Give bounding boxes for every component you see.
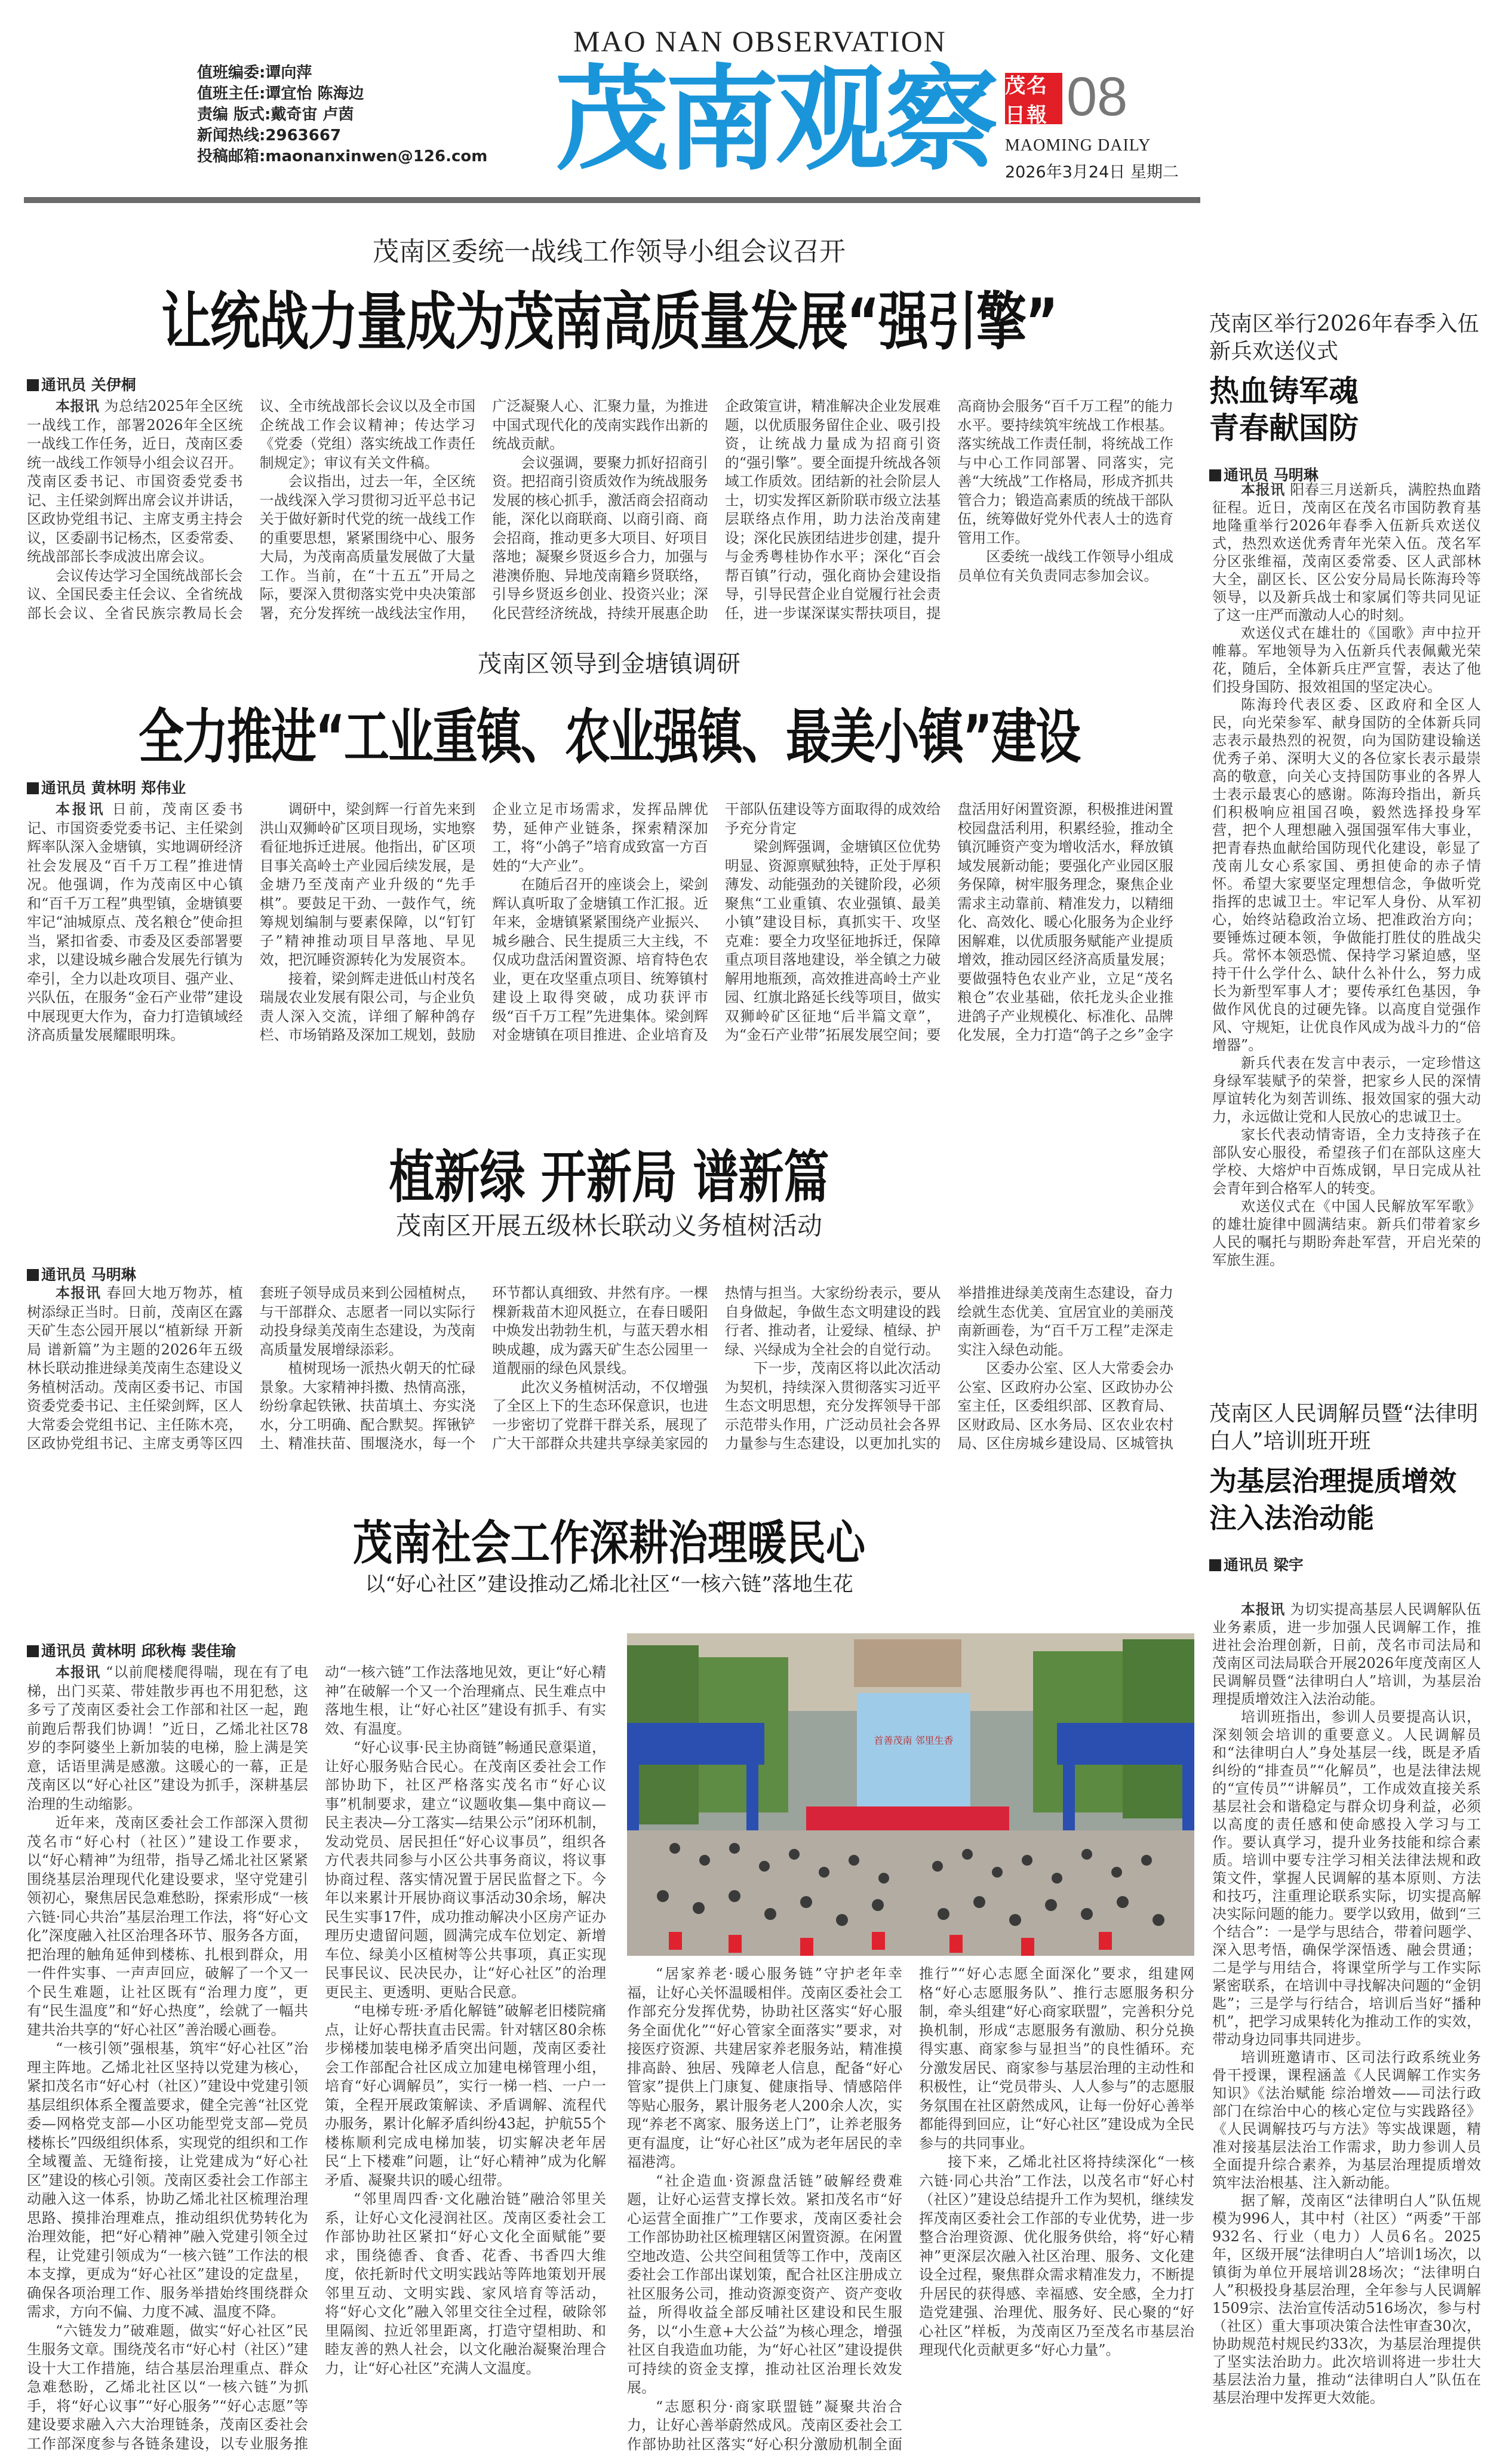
paragraph: 在随后召开的座谈会上，梁剑辉认真听取了金塘镇工作汇报。近年来，金塘镇紧紧围绕产业振兴、城乡融合、民生提质三大主线，不仅成功盘活闲置资源、培育特色农业，更在攻坚重点项目、统筹镇村建设上取得突破，成功获评市级“百千万工程”先进集体。梁剑辉对金塘镇在项目推进、企业培育及干部队伍建设等方面取得的成效给予充分肯定	[492, 801, 941, 1043]
article4-subhead: 以“好心社区”建设推动乙烯北社区“一核六链”落地生花	[365, 1572, 853, 1596]
paragraph-text: 春回大地万物苏，植树添绿正当时。日前，茂南区在露天矿生态公园开展以“植新绿 开新局 谱新篇”为主题的2026年五级林长联动推进绿美茂南生态建设义务植树活动。茂南区委书记、市国资委党委书记、主任梁剑辉，区人大常委会党组书记、主任陈木亮，区政协党组书记、主席支勇等区四套班子领导成员来到公园植树点，与干部群众、志愿者一同以实际行动投身绿美茂南生态建设，为茂南高质量发展增绿添彩。	[27, 1285, 476, 1452]
paragraph: “志愿积分·商家联盟链”凝聚共治合力，让好心善举蔚然成风。茂南区委社会工作部协助社区落实“好心积分激励机制全面推行”“好心志愿全面深化”要求，组建网格“好心志愿服务队”、推行志愿服务积分制，牵头组建“好心商家联盟”，完善积分兑换机制，形成“志愿服务有激励、积分兑换得实惠、商家参与显担当”的良性循环。充分激发居民、商家参与基层治理的主动性和积极性，让“党员带头、人人参与”的志愿服务氛围在社区蔚然成风，让每一份好心善举都能得到回应，让“好心社区”建设成为全民参与的共同事业。	[627, 1965, 1194, 2453]
sidebar2	[1209, 1400, 1490, 1575]
paragraph: 梁剑辉强调，金塘镇区位优势明显、资源禀赋独特，正处于厚积薄发、动能强劲的关键阶段，必须聚焦“工业重镇、农业强镇、最美小镇”建设目标，真抓实干、攻坚克难：要全力攻坚征地拆迁，保障重点项目落地建设，举全镇之力破解用地瓶颈，高效推进高岭土产业园、红旗北路延长线等项目，做实双狮岭矿区征地“后半篇文章”，为“金石产业带”拓展发展空间；要盘活用好闲置资源，积极推进闲置校园盘活利用，积累经验，推动全镇沉睡资产变为增收活水，释放镇域发展新动能；要强化产业园区服务保障，树牢服务理念，聚焦企业需求主动靠前、精准发力，以精细化、高效化、暖心化服务为企业纾困解难，以优质服务赋能产业提质增效，推动园区经济高质量发展；要做强特色农业产业，立足“茂名粮仓”农业基础，依托龙头企业推进鸽子产业规模化、标准化、品牌化发展，全力打造“鸽子之乡”金字	[724, 801, 1173, 1043]
paragraph: 据了解，茂南区“法律明白人”队伍规模为996人，其中村（社区）“两委”干部932名、行业（电力）人员6名。2025年，区级开展“法律明白人”培训1场次，以镇街为单位开展培训28场次；“法律明白人”积极投身基层治理，全年参与人民调解1509宗、法治宣传活动516场次，参与村（社区）重大事项决策合法性审查30次，协助规范村规民约33次，为基层治理提供了坚实法治助力。此次培训将进一步壮大基层法治力量，推动“法律明白人”队伍在基层治理中发挥更大效能。	[1212, 2192, 1481, 2406]
byline-text: 通讯员 关伊桐	[41, 376, 136, 394]
article1-body	[27, 397, 1173, 633]
byline-marker-icon	[27, 1645, 39, 1657]
paragraph-text: 阳春三月送新兵，满腔热血踏征程。近日，茂南区在茂名市国防教育基地隆重举行2026年春季入伍新兵欢送仪式，热烈欢送优秀青年光荣入伍。茂名军分区张维福，茂南区委常委、区人武部林大全，副区长、区公安分局局长陈海玲等领导，以及新兵战士和家属们等共同见证了这一庄严而激动人心的时刻。	[1212, 481, 1481, 623]
paragraph: 区委办公室、区人大常委会办公室、区政府办公室、区政协办公室主任，区委组织部、区教育局、区财政局、区水务局、区农业农村局、区住房城乡建设局、区城管执	[957, 1360, 1173, 1452]
sidebar2-byline	[1209, 1553, 1490, 1575]
staff-line: 责编 版式:戴奇宙 卢茵	[197, 106, 354, 124]
staff-line: 投稿邮箱:maonanxinwen@126.com	[197, 148, 488, 165]
paragraph: “社企造血·资源盘活链”破解经费难题，让好心运营支撑长效。紧扣茂名市“好心运营全面推广”工作要求，茂南区委社会工作部协助社区梳理辖区闲置资源。在闲置空地改造、公共空间租赁等工作中，茂南区委社会工作部出谋划策，配合社区注册成立社区服务公司，推动资源变资产、资产变收益，所得收益全部反哺社区建设和民生服务，以“小生意+大公益”为核心理念，增强社区自我造血功能，为“好心社区”建设提供可持续的资金支撑，推动社区治理长效发展。	[627, 2172, 902, 2396]
paragraph-text: 为总结2025年全区统一战线工作，部署2026年全区统一战线工作任务，近日，茂南区委统一战线工作领导小组会议召开。茂南区委书记、市国资委党委书记、主任梁剑辉出席会议并讲话，区政协党组书记、主席支勇主持会议，区委副书记杨杰，区委常委、统战部部长李成波出席会议。	[27, 398, 243, 565]
paragraph-text: “以前爬楼爬得喘，现在有了电梯，出门买菜、带娃散步再也不用犯愁，这多亏了茂南区委社会工作部和社区一起，跑前跑后帮我们协调！”近日，乙烯北社区78岁的李阿婆坐上新加装的电梯，脸上满是笑意，话语里满是感激。这暖心的一幕，正是茂南区以“好心社区”建设为抓手，深耕基层治理的生动缩影。	[27, 1664, 308, 1812]
staff-line: 新闻热线:2963667	[197, 127, 342, 145]
byline-marker-icon	[1209, 469, 1221, 481]
paragraph: “邻里周四香·文化融治链”融洽邻里关系，让好心文化浸润社区。茂南区委社会工作部协助社区紧扣“好心文化全面赋能”要求，围绕德香、食香、花香、书香四大维度，依托新时代文明实践站等阵地策划开展邻里互动、文明实践、家风培育等活动，将“好心文化”融入邻里交往全过程，破除邻里隔阂、拉近邻里距离，打造守望相助、和睦友善的熟人社会，以文化融治凝聚治理合力，让“好心社区”充满人文温度。	[325, 2190, 606, 2377]
paragraph	[1212, 481, 1481, 624]
paragraph: “六链发力”破难题，做实“好心社区”民生服务文章。围绕茂名市“好心村（社区）”建设十大工作措施，结合基层治理重点、群众急难愁盼，乙烯北社区以“一核六链”为抓手，将“好心议事”“好心服务”“好心志愿”等建设要求融入六大治理链条，茂南区委社会工作部深度参与各链条建设，以专业服务推动“一核六链”工作法落地见效，更让“好心精神”在破解一个又一个治理痛点、民生难点中落地生根，让“好心社区”建设有抓手、有实效、有温度。	[27, 1664, 606, 2452]
photo-banner-text: 首善茂南 邻里生香	[874, 1735, 954, 1746]
paragraph-text: 为切实提高基层人民调解队伍业务素质，进一步加强人民调解工作，推进社会治理创新，日前，茂名市司法局和茂南区司法局联合开展2026年度茂南区人民调解员暨“法律明白人”培训，为基层治理提质增效注入法治动能。	[1212, 1601, 1481, 1707]
sidebar1-body	[1212, 481, 1481, 1329]
paragraph: 下一步，茂南区将以此次活动为契机，持续深入贯彻落实习近平生态文明思想，充分发挥领导干部示范带头作用，广泛动员社会各界力量参与生态建设，以更加扎实的举措推进绿美茂南生态建设，奋力绘就生态优美、宜居宜业的美丽茂南新画卷，为“百千万工程”走深走实注入绿色动能。	[724, 1285, 1173, 1452]
paragraph: 欢送仪式在《中国人民解放军军歌》的雄壮旋律中圆满结束。新兵们带着家乡人民的嘱托与期盼奔赴军营，开启光荣的军旅生涯。	[1212, 1198, 1481, 1268]
paragraph	[27, 1663, 308, 1814]
article1-kicker: 茂南区委统一战线工作领导小组会议召开	[373, 236, 846, 267]
lead-label: 本报讯	[1241, 1600, 1285, 1618]
sidebar2-body	[1212, 1600, 1481, 2460]
event-photo	[627, 1633, 1194, 1956]
article3-subhead: 茂南区开展五级林长联动义务植树活动	[395, 1211, 822, 1240]
lead-label: 本报讯	[56, 1664, 101, 1680]
lead-label: 本报讯	[56, 1285, 102, 1301]
newspaper-name-english: MAOMING DAILY	[1005, 136, 1151, 155]
byline-marker-icon	[27, 1269, 39, 1281]
article2-kicker: 茂南区领导到金塘镇调研	[478, 650, 740, 678]
section-title-english: MAO NAN OBSERVATION	[573, 24, 946, 58]
newspaper-logo: 茂名日報	[1005, 73, 1062, 124]
staff-line: 值班编委:谭向萍	[197, 64, 312, 82]
staff-credits	[197, 63, 487, 167]
article4-body-right	[627, 1965, 1194, 2457]
paragraph: 新兵代表在发言中表示，一定珍惜这身绿军装赋予的荣誉，把家乡人民的深情厚谊转化为刻苦训练、报效国家的强大动力，永远做让党和人民放心的忠诚卫士。	[1212, 1055, 1481, 1125]
paragraph: 培训班指出，参训人员要提高认识，深刻领会培训的重要意义。人民调解员和“法律明白人”身处基层一线，既是矛盾纠纷的“排查员”“化解员”，也是法律法规的“宣传员”“讲解员”，工作成效直接关系基层社会和谐稳定与群众切身利益，必须以高度的责任感和使命感投入学习与工作。要认真学习，提升业务技能和综合素质。培训中要专注学习相关法律法规和政策文件，掌握人民调解的基本原则、方法和技巧，注重理论联系实际，切实提高解决实际问题的能力。要学以致用，做到“三个结合”：一是学与思结合，带着问题学、深入思考悟，确保学深悟透、融会贯通；二是学与用结合，将课堂所学与工作实际紧密联系，在培训中寻找解决问题的“金钥匙”；三是学与行结合，培训后当好“播种机”，把学习成果转化为推动工作的实效，带动身边同事共同进步。	[1212, 1709, 1481, 2048]
byline-text: 通讯员 黄林明 邱秋梅 裴佳瑜	[41, 1642, 236, 1660]
paragraph: “好心议事·民主协商链”畅通民意渠道，让好心服务贴合民心。在茂南区委社会工作部协助下，社区严格落实茂名市“好心议事”机制要求，建立“议题收集—集中商议—民主表决—分工落实—结果公示”闭环机制，发动党员、居民担任“好心议事员”，组织各方代表共同参与小区公共事务商议，将议事协商过程、落实情况置于居民监督之下。今年以来累计开展协商议事活动30余场，解决民生实事17件，成功推动解决小区房产证办理历史遗留问题，圆满完成车位划定、新增车位、绿美小区植树等公共事项，真正实现民事民议、民决民办，让“好心社区”的治理更民主、更透明、更贴合民意。	[325, 1739, 606, 2001]
article4-headline: 茂南社会工作深耕治理暖民心	[353, 1514, 865, 1571]
article1-byline	[27, 373, 136, 395]
paragraph: 调研中，梁剑辉一行首先来到洪山双狮岭矿区项目现场，实地察看征地拆迁进展。他指出，矿区项目事关高岭土产业园后续发展，是金塘乃至茂南产业升级的“先手棋”。要鼓足干劲、一鼓作气，统筹规划编制与要素保障，以“钉钉子”精神推动项目早落地、早见效，把沉睡资源转化为发展资本。	[259, 801, 476, 968]
paragraph: 此次义务植树活动，不仅增强了全区上下的生态环保意识，也进一步密切了党群干群关系，展现了广大干部群众共建共享绿美家园的热情与担当。大家纷纷表示，要从自身做起，争做生态文明建设的践行者、推动者，让爱绿、植绿、护绿、兴绿成为全社会的自觉行动。	[492, 1285, 941, 1452]
lead-label: 本报讯	[56, 801, 106, 818]
sidebar2-headline-line: 注入法治动能	[1209, 1502, 1374, 1534]
article1-headline: 让统战力量成为茂南高质量发展“强引擎”	[161, 285, 1058, 358]
paragraph: 接下来，乙烯北社区将持续深化“一核六链·同心共治”工作法，以茂名市“好心村（社区）”建设总结提升工作为契机，继续发挥茂南区委社会工作部的专业优势，进一步整合治理资源、优化服务供给，将“好心精神”更深层次融入社区治理、服务、文化建设全过程，聚焦群众需求精准发力，不断提升居民的获得感、幸福感、安全感，全力打造党建强、治理优、服务好、民心聚的“好心社区”样板，为茂南区乃至茂名市基层治理现代化贡献更多“好心力量”。	[919, 2153, 1194, 2358]
paragraph	[27, 800, 243, 1045]
paragraph: 植树现场一派热火朝天的忙碌景象。大家精神抖擞、热情高涨，纷纷拿起铁锹、扶苗填土、夯实浇水，分工明确、配合默契。挥锹铲土、精准扶苗、围堰浇水，每一个环节都认真细致、井然有序。一棵棵新栽苗木迎风挺立，在春日暖阳中焕发出勃勃生机，与蓝天碧水相映成趣，成为露天矿生态公园里一道靓丽的绿色风景线。	[259, 1285, 708, 1452]
issue-date: 2026年3月24日 星期二	[1005, 163, 1179, 182]
paragraph	[27, 397, 243, 567]
paragraph: 接着，梁剑辉走进低山村茂名瑞晟农业发展有限公司，与企业负责人深入交流，详细了解种鸽存栏、市场销路及深加工规划，鼓励企业立足市场需求，发挥品牌优势，延伸产业链条，探索精深加工，将“小鸽子”培育成致富一方百姓的“大产业”。	[259, 801, 708, 1043]
byline-text: 通讯员 梁宇	[1224, 1556, 1304, 1574]
sidebar1	[1209, 311, 1490, 485]
article2-byline	[27, 776, 186, 798]
sidebar1-headline-line: 青春献国防	[1209, 410, 1359, 446]
byline-text: 通讯员 马明琳	[1224, 466, 1319, 484]
lead-label: 本报讯	[1241, 481, 1285, 498]
paragraph: 会议指出，过去一年，全区统一战线深入学习贯彻习近平总书记关于做好新时代党的统一战线工作的重要思想，紧紧围绕中心、服务大局，为茂南高质量发展做了大量工作。当前，在“十五五”开局之际，要深入贯彻落实党中央决策部署，充分发挥统一战线法宝作用，广泛凝聚人心、汇聚力量，为推进中国式现代化的茂南实践作出新的统战贡献。	[259, 398, 708, 622]
paragraph	[1212, 1600, 1481, 1708]
header-divider	[24, 197, 1200, 203]
article2-body	[27, 800, 1173, 1054]
byline-marker-icon	[1209, 1559, 1221, 1571]
article3-headline: 植新绿 开新局 谱新篇	[389, 1144, 829, 1211]
article4-byline	[27, 1639, 236, 1661]
paragraph: “电梯专班·矛盾化解链”破解老旧楼院痛点，让好心帮扶直击民需。针对辖区80余栋步梯楼加装电梯矛盾突出问题，茂南区委社会工作部配合社区成立加建电梯管理小组，培育“好心调解员”，实行一梯一档、一户一策，全程开展政策解读、矛盾调解、流程代办服务，累计化解矛盾纠纷43起，护航55个楼栋顺利完成电梯加装，切实解决老年居民“上下楼难”问题，让“好心精神”成为化解矛盾、凝聚共识的暖心纽带。	[325, 2002, 606, 2189]
paragraph: 会议强调，要聚力抓好招商引资。把招商引资质效作为统战服务发展的核心抓手，激活商会招商动能，深化以商联商、以商引商、商会招商，推动更多大项目、好项目落地；凝聚乡贤返乡合力，加强与港澳侨胞、异地茂南籍乡贤联络，引导乡贤返乡创业、投资兴业；深化民营经济统战，持续开展惠企助企政策宣讲，精准解决企业发展难题，以优质服务留住企业、吸引投资，让统战力量成为招商引资的“强引擎”。要全面提升统战各领域工作质效。团结新的社会阶层人士，切实发挥区新阶联市级立法基层联络点作用，助力法治茂南建设；深化民族团结进步创建，提升与金秀粤桂协作水平；深化“百会帮百镇”行动，强化商协会建设指导，引导民营企业自觉履行社会责任，进一步谋深谋实帮扶项目，提高商协会服务“百千万工程”的能力水平。要持续筑牢统战工作根基。落实统战工作责任制，将统战工作与中心工作同部署、同落实，完善“大统战”工作格局，形成齐抓共管合力；锻造高素质的统战干部队伍，统筹做好党外代表人士的选育管用工作。	[492, 398, 1173, 622]
lead-label: 本报讯	[56, 398, 100, 414]
paragraph: 欢送仪式在雄壮的《国歌》声中拉开帷幕。军地领导为入伍新兵代表佩戴光荣花，随后，全体新兵庄严宣誓，表达了他们投身国防、报效祖国的坚定决心。	[1212, 625, 1481, 695]
paragraph: “一核引领”强根基，筑牢“好心社区”治理主阵地。乙烯北社区坚持以党建为核心，紧扣茂名市“好心村（社区）”建设中党建引领基层组织体系全覆盖要求，健全完善“社区党委—网格党支部—小区功能型党支部—党员楼栋长”四级组织体系，实现党的组织和工作全域覆盖、无缝衔接，让党建成为“好心社区”建设的核心引领。茂南区委社会工作部主动融入这一体系，协助乙烯北社区梳理治理思路、摸排治理难点，推动组织优势转化为治理效能，把“好心精神”融入党建引领全过程，让党建引领成为“一核六链”工作法的根本支撑，更成为“好心社区”建设的定盘星，确保各项治理工作、服务举措始终围绕群众需求，方向不偏、力度不减、温度不降。	[27, 2040, 308, 2320]
paragraph-text: 日前，茂南区委书记、市国资委党委书记、主任梁剑辉率队深入金塘镇，实地调研经济社会发展及“百千万工程”推进情况。他强调，作为茂南区中心镇和“百千万工程”典型镇，金塘镇要牢记“油城原点、茂名粮仓”使命担当，紧扣省委、市委及区委部署要求，以建设城乡融合发展先行镇为牵引，全力以赴攻项目、强产业、兴队伍，在服务“金石产业带”建设中展现更大作为，奋力打造镇域经济高质量发展耀眼明珠。	[27, 801, 243, 1043]
article3-byline	[27, 1263, 136, 1285]
paragraph: 会议传达学习全国统战部长会议、全国民委主任会议、全省统战部长会议、全省民族宗教局长会议、全市统战部长会议以及全市国企统战工作会议精神；传达学习《党委（党组）落实统战工作责任制规定》；审议有关文件稿。	[27, 398, 476, 622]
community-event-photo	[627, 1633, 1194, 1956]
sidebar1-kicker: 茂南区举行2026年春季入伍新兵欢送仪式	[1209, 312, 1479, 364]
paragraph: 陈海玲代表区委、区政府和全区人民，向光荣参军、献身国防的全体新兵同志表示最热烈的祝贺，向为国防建设输送优秀子弟、深明大义的各位家长表示最崇高的敬意，向关心支持国防事业的各界人士表示最衷心的感谢。陈海玲指出，新兵们积极响应祖国召唤，毅然选择投身军营，把个人理想融入强国强军伟大事业，把青春热血献给国防现代化建设，彰显了茂南儿女心系家国、勇担使命的赤子情怀。希望大家要坚定理想信念，争做听党指挥的忠诚卫士。牢记军人身份、从军初心，始终站稳政治立场、把准政治方向；要锤炼过硬本领，争做能打胜仗的胜战尖兵。常怀本领恐慌、保持学习紧迫感，坚持干什么学什么、缺什么补什么，努力成长为新型军事人才；要传承红色基因，争做作风优良的过硬先锋。以高度自觉强作风、守规矩，让优良作风成为战斗力的“倍增器”。	[1212, 696, 1481, 1053]
byline-text: 通讯员 马明琳	[41, 1266, 136, 1283]
paragraph: 区委统一战线工作领导小组成员单位有关负责同志参加会议。	[957, 548, 1173, 584]
byline-marker-icon	[27, 379, 39, 391]
staff-line: 值班主任:谭宜怡 陈海边	[197, 85, 364, 103]
paragraph: 培训班邀请市、区司法行政系统业务骨干授课，课程涵盖《人民调解工作实务知识》《法治赋能 综治增效——司法行政部门在综治中心的核心定位与实践路径》《人民调解技巧与方法》等实战课题，精准对接基层法治工作需求，助力参训人员全面提升综合素养，为基层治理提质增效筑牢法治根基、注入新动能。	[1212, 2049, 1481, 2191]
article2-headline: 全力推进“工业重镇、农业强镇、最美小镇”建设	[139, 702, 1080, 772]
byline-marker-icon	[27, 782, 39, 794]
page-number: 08	[1067, 66, 1128, 127]
sidebar2-headline-line: 为基层治理提质增效	[1209, 1465, 1456, 1497]
article3-body	[27, 1284, 1173, 1463]
article4-body-left	[27, 1663, 606, 2457]
sidebar2-kicker: 茂南区人民调解员暨“法律明白人”培训班开班	[1209, 1402, 1479, 1454]
section-title: 茂南观察	[555, 53, 995, 186]
sidebar1-headline-line: 热血铸军魂	[1209, 373, 1359, 408]
paragraph: 家长代表动情寄语，全力支持孩子在部队安心服役，希望孩子们在部队这座大学校、大熔炉中百炼成钢，早日完成从社会青年到合格军人的转变。	[1212, 1126, 1481, 1197]
byline-text: 通讯员 黄林明 郑伟业	[41, 779, 186, 797]
paragraph: 近年来，茂南区委社会工作部深入贯彻茂名市“好心村（社区）”建设工作要求，以“好心精神”为纽带，指导乙烯北社区紧紧围绕基层治理现代化建设要求，坚守党建引领初心，聚焦居民急难愁盼，探索形成“一核六链·同心共治”基层治理工作法，将“好心文化”深度融入社区治理各环节、服务各方面，把治理的触角延伸到楼栋、扎根到群众，用一件件实事、一声声回应，破解了一个又一个民生难题，让社区既有“治理力度”，更有“民生温度”和“好心热度”，绘就了一幅共建共治共享的“好心社区”善治暖心画卷。	[27, 1814, 308, 2038]
paragraph: “居家养老·暖心服务链”守护老年幸福，让好心关怀温暖相伴。茂南区委社会工作部充分发挥优势，协助社区落实“好心服务全面优化”“好心管家全面落实”要求，对接医疗资源、共建居家养老服务站，精准摸排高龄、独居、残障老人信息，配备“好心管家”提供上门康复、健康指导、情感陪伴等贴心服务，累计服务老人200余人次，实现“养老不离家、服务送上门”，让养老服务更有温度，让“好心社区”成为老年居民的幸福港湾。	[627, 1965, 902, 2170]
